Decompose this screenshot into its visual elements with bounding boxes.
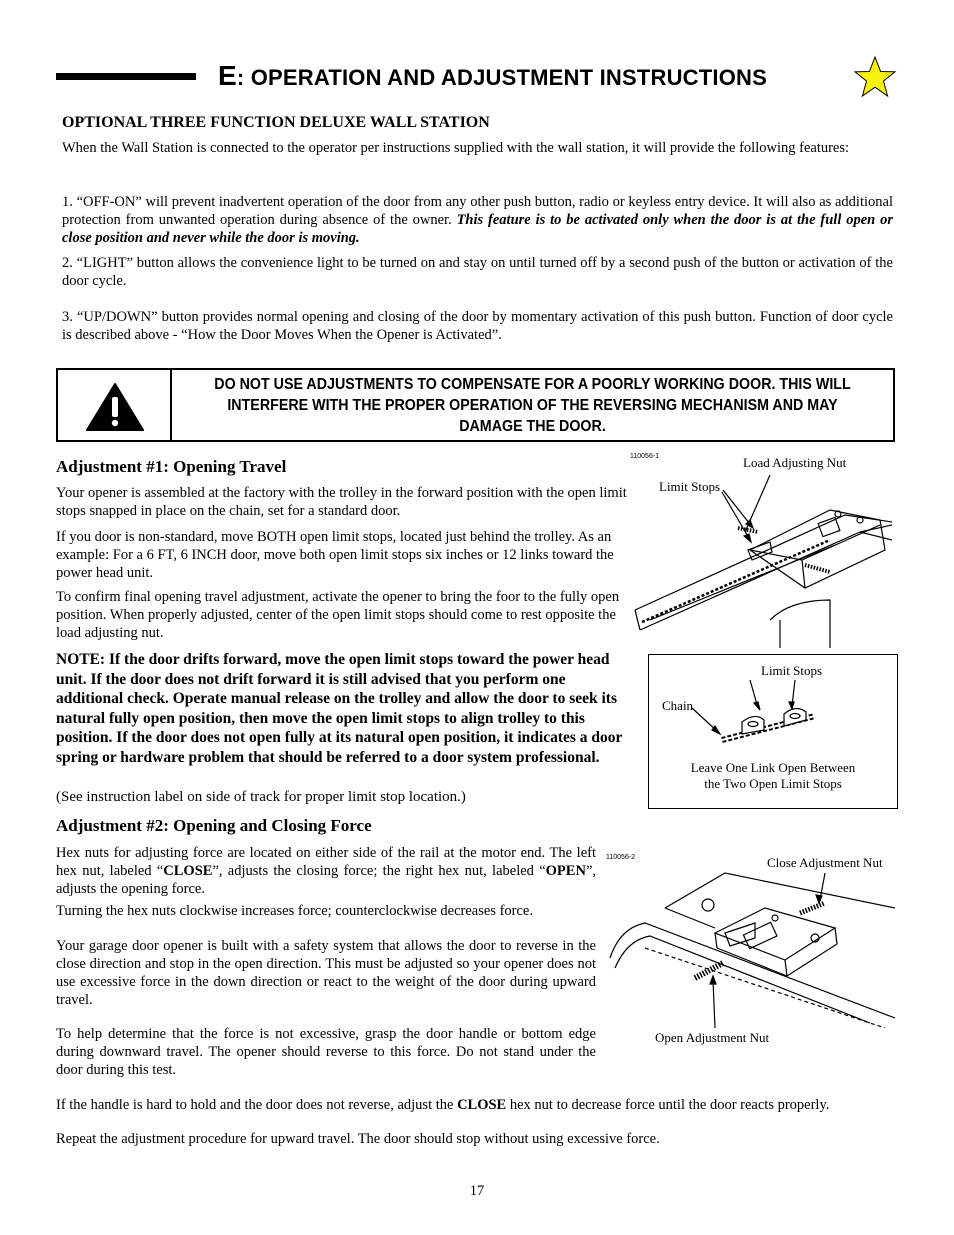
adjustment-1-paragraph-1: Your opener is assembled at the factory with the trolley in the forward position with the open limit stops snapped in place on the chain, set for a standard door. bbox=[56, 485, 627, 519]
adjustment-2-paragraph-3: Your garage door opener is built with a safety system that allows the door to reverse in the close direction and stop in the open direction. This must be adjusted so your opener does not use excessive force in the down direction or react to the weight of the door during upward travel. bbox=[56, 938, 596, 1008]
figure-2-label-close-nut: Close Adjustment Nut bbox=[767, 855, 883, 870]
figure-1-label-limit-stops: Limit Stops bbox=[659, 479, 721, 494]
wall-station-intro: When the Wall Station is connected to the operator per instructions supplied with the wall station, it will provide the following features: bbox=[62, 140, 850, 156]
adjustment-2-p1-b: ”, adjusts the closing force; the right hex nut, labeled “ bbox=[212, 863, 546, 879]
adjustment-2-p1-close: CLOSE bbox=[163, 863, 213, 879]
adjustment-2-p5-b: hex nut to decrease force until the door reacts properly. bbox=[506, 1097, 830, 1113]
limit-figure-label-chain: Chain bbox=[662, 698, 694, 713]
adjustment-2-paragraph-4: To help determine that the force is not excessive, grasp the door handle or bottom edge during downward travel. The opener should reverse to this force. Do not stand under the door during this test. bbox=[56, 1026, 596, 1078]
limit-figure-caption-line-1: Leave One Link Open Between bbox=[690, 760, 856, 775]
wall-station-heading: OPTIONAL THREE FUNCTION DELUXE WALL STATION bbox=[62, 114, 490, 131]
limit-figure-caption bbox=[650, 760, 896, 792]
adjustment-2-paragraph-1 bbox=[56, 844, 596, 898]
figure-1-id: 110056-1 bbox=[630, 453, 660, 460]
adjustment-1-note: NOTE: If the door drifts forward, move the open limit stops toward the power head unit. If the door does not drift forward it is still advised that you perform one additional check. Operate manual release on the trolley and allow the door to seek its natural fully open position, then move the open limit stops to align trolley to this position. If the door does not open fully at its natural open position, it indicates a door spring or hardware problem that should be referred to a door system professional. bbox=[56, 651, 623, 766]
trolley-illustration bbox=[630, 470, 892, 648]
adjustment-2-paragraph-2: Turning the hex nuts clockwise increases force; counterclockwise decreases force. bbox=[56, 903, 533, 919]
feature-item-off-on bbox=[62, 193, 893, 247]
warning-line-1: DO NOT USE ADJUSTMENTS TO COMPENSATE FOR A POORLY WORKING DOOR. THIS WILL bbox=[214, 376, 851, 393]
figure-1-label-load-nut: Load Adjusting Nut bbox=[743, 455, 847, 470]
feature-item-off-on-text: 1. “OFF-ON” will prevent inadvertent operation of the door from any other push button, radio or keyless entry device. It will also as additional protection from unwanted operation during absence of the owner. bbox=[62, 194, 893, 228]
figure-2-id: 110056-2 bbox=[606, 854, 636, 861]
limit-figure-label-limit-stops: Limit Stops bbox=[761, 663, 823, 678]
feature-item-up-down: 3. “UP/DOWN” button provides normal opening and closing of the door by momentary activation of this push button. Function of door cycle is described above - “How the Door Moves When the Opener is Activated”. bbox=[62, 309, 893, 343]
adjustment-1-heading: Adjustment #1: Opening Travel bbox=[56, 457, 287, 476]
chain-limit-stops-illustration bbox=[680, 678, 830, 758]
adjustment-2-p5-a: If the handle is hard to hold and the door does not reverse, adjust the bbox=[56, 1097, 458, 1113]
warning-box bbox=[56, 368, 895, 442]
adjustment-1-see-label: (See instruction label on side of track for proper limit stop location.) bbox=[56, 789, 466, 805]
limit-figure-caption-line-2: the Two Open Limit Stops bbox=[704, 776, 842, 791]
star-icon bbox=[853, 55, 897, 99]
title-text: : OPERATION AND ADJUSTMENT INSTRUCTIONS bbox=[236, 65, 767, 90]
warning-line-3: DAMAGE THE DOOR. bbox=[459, 418, 606, 435]
adjustment-2-p5-close: CLOSE bbox=[457, 1097, 507, 1113]
warning-text bbox=[201, 374, 864, 437]
adjustment-1-paragraph-2: If you door is non-standard, move BOTH open limit stops, located just behind the trolley. As an example: For a 6 FT, 6 INCH door, move both open limit stops six inches or 12 links toward the power head unit. bbox=[56, 529, 614, 581]
adjustment-1-paragraph-3: To confirm final opening travel adjustment, activate the opener to bring the foor to the fully open position. When properly adjusted, center of the open limit stops should come to rest opposite the load adjusting nut. bbox=[56, 589, 620, 641]
adjustment-2-paragraph-5 bbox=[56, 1096, 906, 1114]
adjustment-2-heading: Adjustment #2: Opening and Closing Force bbox=[56, 816, 372, 835]
adjustment-2-paragraph-6: Repeat the adjustment procedure for upward travel. The door should stop without using excessive force. bbox=[56, 1131, 660, 1147]
page-title bbox=[218, 60, 767, 92]
section-letter: E bbox=[218, 60, 237, 91]
feature-item-off-on-emphasis: This feature is to be activated only when the door is at the full open or close position and never while the door is moving. bbox=[62, 212, 893, 246]
page-number: 17 bbox=[469, 1183, 485, 1199]
warning-exclamation-icon bbox=[85, 382, 145, 432]
adjustment-2-p1-c: ”, adjusts the opening force. bbox=[56, 863, 596, 897]
figure-2-label-open-nut: Open Adjustment Nut bbox=[655, 1030, 770, 1045]
adjustment-2-p1-a: Hex nuts for adjusting force are located on either side of the rail at the motor end. The left hex nut, labeled “ bbox=[56, 845, 596, 879]
motor-end-illustration bbox=[605, 868, 895, 1028]
warning-line-2: INTERFERE WITH THE PROPER OPERATION OF THE REVERSING MECHANISM AND MAY bbox=[227, 397, 838, 414]
warning-icon-cell bbox=[58, 370, 172, 440]
adjustment-2-p1-open: OPEN bbox=[545, 863, 586, 879]
header-rule bbox=[56, 73, 196, 80]
feature-item-light: 2. “LIGHT” button allows the convenience light to be turned on and stay on until turned off by a second push of the button or activation of the door cycle. bbox=[62, 255, 893, 289]
